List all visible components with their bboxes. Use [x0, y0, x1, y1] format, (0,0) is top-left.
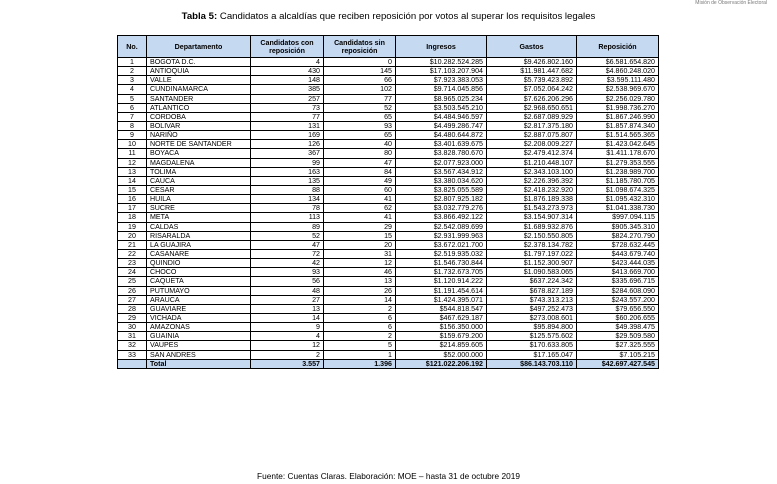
- cell-sin-reposicion: 20: [324, 240, 396, 249]
- table-row: [118, 121, 659, 130]
- cell-reposicion: $1.998.736.270: [577, 103, 659, 112]
- cell-con-reposicion: 4: [251, 58, 324, 67]
- table-row: [118, 204, 659, 213]
- cell-ingresos: $4.480.644.872: [396, 131, 487, 140]
- cell-reposicion: $2.256.029.780: [577, 94, 659, 103]
- cell-departamento: MAGDALENA: [147, 158, 251, 167]
- cell-gastos: $1.210.448.107: [487, 158, 577, 167]
- cell-con-reposicion: 13: [251, 304, 324, 313]
- cell-gastos: $17.165.047: [487, 350, 577, 359]
- cell-sin-reposicion: 65: [324, 131, 396, 140]
- column-header-ingresos: Ingresos: [396, 36, 487, 58]
- total-cell-reposicion: $42.697.427.545: [577, 359, 659, 368]
- cell-gastos: $1.543.273.973: [487, 204, 577, 213]
- cell-gastos: $170.633.805: [487, 341, 577, 350]
- cell-sin-reposicion: 62: [324, 204, 396, 213]
- table-title-text: Candidatos a alcaldías que reciben reposición por votos al superar los requisitos legales: [217, 11, 596, 22]
- cell-departamento: ATLANTICO: [147, 103, 251, 112]
- cell-ingresos: $3.380.034.620: [396, 176, 487, 185]
- cell-con-reposicion: 77: [251, 112, 324, 121]
- cell-sin-reposicion: 145: [324, 67, 396, 76]
- column-header-con-reposicion: Candidatos con reposición: [251, 36, 324, 58]
- cell-no: 19: [118, 222, 147, 231]
- cell-ingresos: $17.103.207.904: [396, 67, 487, 76]
- cell-sin-reposicion: 46: [324, 268, 396, 277]
- cell-reposicion: $423.444.035: [577, 259, 659, 268]
- cell-sin-reposicion: 47: [324, 158, 396, 167]
- cell-no: 24: [118, 268, 147, 277]
- table-title-label: Tabla 5:: [181, 11, 218, 22]
- cell-con-reposicion: 47: [251, 240, 324, 249]
- cell-no: 26: [118, 286, 147, 295]
- cell-gastos: $5.739.423.892: [487, 76, 577, 85]
- cell-no: 31: [118, 332, 147, 341]
- cell-ingresos: $8.965.025.234: [396, 94, 487, 103]
- cell-con-reposicion: 113: [251, 213, 324, 222]
- cell-departamento: HUILA: [147, 195, 251, 204]
- table-row: [118, 259, 659, 268]
- cell-reposicion: $79.656.550: [577, 304, 659, 313]
- cell-no: 17: [118, 204, 147, 213]
- cell-sin-reposicion: 66: [324, 76, 396, 85]
- cell-ingresos: $52.000.000: [396, 350, 487, 359]
- cell-con-reposicion: 9: [251, 323, 324, 332]
- cell-sin-reposicion: 15: [324, 231, 396, 240]
- cell-no: 32: [118, 341, 147, 350]
- cell-gastos: $273.008.601: [487, 313, 577, 322]
- cell-gastos: $637.224.342: [487, 277, 577, 286]
- cell-ingresos: $3.828.780.670: [396, 149, 487, 158]
- cell-con-reposicion: 42: [251, 259, 324, 268]
- cell-con-reposicion: 12: [251, 341, 324, 350]
- cell-departamento: AMAZONAS: [147, 323, 251, 332]
- table-row: [118, 94, 659, 103]
- cell-reposicion: $1.095.432.310: [577, 195, 659, 204]
- cell-gastos: $743.313.213: [487, 295, 577, 304]
- cell-sin-reposicion: 5: [324, 341, 396, 350]
- cell-gastos: $2.208.009.227: [487, 140, 577, 149]
- cell-departamento: BOLIVAR: [147, 121, 251, 130]
- cell-ingresos: $3.825.055.589: [396, 185, 487, 194]
- cell-reposicion: $243.557.200: [577, 295, 659, 304]
- cell-gastos: $2.226.396.392: [487, 176, 577, 185]
- cell-con-reposicion: 72: [251, 249, 324, 258]
- cell-no: 30: [118, 323, 147, 332]
- cell-gastos: $1.876.189.338: [487, 195, 577, 204]
- cell-departamento: BOGOTA D.C.: [147, 58, 251, 67]
- total-label: Total: [147, 359, 251, 368]
- cell-gastos: $678.827.189: [487, 286, 577, 295]
- cell-ingresos: $4.499.286.747: [396, 121, 487, 130]
- cell-no: 22: [118, 249, 147, 258]
- table-row: [118, 158, 659, 167]
- cell-sin-reposicion: 6: [324, 323, 396, 332]
- cell-reposicion: $60.206.655: [577, 313, 659, 322]
- cell-no: 28: [118, 304, 147, 313]
- table-row: [118, 332, 659, 341]
- cell-no: 7: [118, 112, 147, 121]
- cell-con-reposicion: 126: [251, 140, 324, 149]
- table-row: [118, 304, 659, 313]
- cell-ingresos: $3.567.434.912: [396, 167, 487, 176]
- cell-no: 23: [118, 259, 147, 268]
- cell-departamento: GUAINIA: [147, 332, 251, 341]
- cell-reposicion: $1.041.338.730: [577, 204, 659, 213]
- cell-ingresos: $7.923.383.053: [396, 76, 487, 85]
- cell-departamento: SUCRE: [147, 204, 251, 213]
- cell-departamento: CAQUETA: [147, 277, 251, 286]
- cell-no: 13: [118, 167, 147, 176]
- total-cell-sin-reposicion: 1.396: [324, 359, 396, 368]
- column-header-gastos: Gastos: [487, 36, 577, 58]
- cell-departamento: CESAR: [147, 185, 251, 194]
- table-row: [118, 323, 659, 332]
- cell-reposicion: $4.860.248.020: [577, 67, 659, 76]
- cell-gastos: $2.150.550.805: [487, 231, 577, 240]
- table-header-row: [118, 36, 659, 58]
- cell-con-reposicion: 134: [251, 195, 324, 204]
- cell-gastos: $2.343.103.100: [487, 167, 577, 176]
- table-title: [0, 11, 777, 22]
- cell-reposicion: $49.398.475: [577, 323, 659, 332]
- cell-ingresos: $2.931.999.963: [396, 231, 487, 240]
- cell-con-reposicion: 148: [251, 76, 324, 85]
- cell-reposicion: $1.185.780.705: [577, 176, 659, 185]
- cell-gastos: $11.981.447.682: [487, 67, 577, 76]
- cell-gastos: $9.426.802.160: [487, 58, 577, 67]
- cell-con-reposicion: 4: [251, 332, 324, 341]
- table-row: [118, 240, 659, 249]
- cell-departamento: TOLIMA: [147, 167, 251, 176]
- cell-departamento: LA GUAJIRA: [147, 240, 251, 249]
- table-row: [118, 313, 659, 322]
- cell-departamento: CASANARE: [147, 249, 251, 258]
- cell-departamento: ANTIOQUIA: [147, 67, 251, 76]
- cell-sin-reposicion: 0: [324, 58, 396, 67]
- cell-gastos: $2.968.650.651: [487, 103, 577, 112]
- cell-reposicion: $728.632.445: [577, 240, 659, 249]
- cell-ingresos: $3.032.779.276: [396, 204, 487, 213]
- column-header-no: No.: [118, 36, 147, 58]
- table-row: [118, 213, 659, 222]
- cell-no: 11: [118, 149, 147, 158]
- cell-reposicion: $1.857.874.340: [577, 121, 659, 130]
- total-cell-gastos: $86.143.703.110: [487, 359, 577, 368]
- cell-departamento: SANTANDER: [147, 94, 251, 103]
- cell-sin-reposicion: 6: [324, 313, 396, 322]
- cell-con-reposicion: 367: [251, 149, 324, 158]
- cell-departamento: CHOCO: [147, 268, 251, 277]
- cell-gastos: $95.894.800: [487, 323, 577, 332]
- cell-sin-reposicion: 52: [324, 103, 396, 112]
- cell-reposicion: $6.581.654.820: [577, 58, 659, 67]
- table-row: [118, 185, 659, 194]
- cell-no: 12: [118, 158, 147, 167]
- cell-reposicion: $29.509.580: [577, 332, 659, 341]
- cell-reposicion: $905.345.310: [577, 222, 659, 231]
- cell-sin-reposicion: 29: [324, 222, 396, 231]
- cell-reposicion: $335.696.715: [577, 277, 659, 286]
- cell-sin-reposicion: 31: [324, 249, 396, 258]
- table-row: [118, 112, 659, 121]
- cell-no: 10: [118, 140, 147, 149]
- cell-sin-reposicion: 13: [324, 277, 396, 286]
- cell-departamento: RISARALDA: [147, 231, 251, 240]
- cell-ingresos: $1.546.730.844: [396, 259, 487, 268]
- cell-sin-reposicion: 40: [324, 140, 396, 149]
- cell-no: 3: [118, 76, 147, 85]
- cell-no: 9: [118, 131, 147, 140]
- cell-sin-reposicion: 12: [324, 259, 396, 268]
- cell-gastos: $7.052.064.242: [487, 85, 577, 94]
- cell-gastos: $125.575.602: [487, 332, 577, 341]
- cell-no: 18: [118, 213, 147, 222]
- cell-no: 4: [118, 85, 147, 94]
- cell-gastos: $1.689.932.876: [487, 222, 577, 231]
- cell-gastos: $3.154.907.314: [487, 213, 577, 222]
- cell-gastos: $2.479.412.374: [487, 149, 577, 158]
- cell-gastos: $2.378.134.782: [487, 240, 577, 249]
- table-row: [118, 131, 659, 140]
- cell-sin-reposicion: 26: [324, 286, 396, 295]
- cell-gastos: $1.090.583.065: [487, 268, 577, 277]
- cell-con-reposicion: 52: [251, 231, 324, 240]
- cell-sin-reposicion: 77: [324, 94, 396, 103]
- cell-gastos: $1.152.300.907: [487, 259, 577, 268]
- cell-ingresos: $9.714.045.856: [396, 85, 487, 94]
- table-row: [118, 231, 659, 240]
- cell-departamento: VAUPES: [147, 341, 251, 350]
- table-row: [118, 85, 659, 94]
- cell-ingresos: $1.424.395.071: [396, 295, 487, 304]
- table-row: [118, 277, 659, 286]
- table-row: [118, 268, 659, 277]
- cell-sin-reposicion: 1: [324, 350, 396, 359]
- cell-reposicion: $1.423.042.645: [577, 140, 659, 149]
- cell-con-reposicion: 257: [251, 94, 324, 103]
- cell-departamento: NORTE DE SANTANDER: [147, 140, 251, 149]
- cell-con-reposicion: 88: [251, 185, 324, 194]
- total-row: [118, 359, 659, 368]
- cell-ingresos: $3.672.021.700: [396, 240, 487, 249]
- cell-no: 5: [118, 94, 147, 103]
- cell-departamento: CALDAS: [147, 222, 251, 231]
- cell-con-reposicion: 131: [251, 121, 324, 130]
- cell-sin-reposicion: 102: [324, 85, 396, 94]
- cell-reposicion: $1.238.989.700: [577, 167, 659, 176]
- cell-no: 15: [118, 185, 147, 194]
- table-row: [118, 58, 659, 67]
- cell-gastos: $7.626.206.296: [487, 94, 577, 103]
- cell-ingresos: $2.077.923.000: [396, 158, 487, 167]
- cell-reposicion: $2.538.969.670: [577, 85, 659, 94]
- cell-reposicion: $413.669.700: [577, 268, 659, 277]
- cell-sin-reposicion: 41: [324, 195, 396, 204]
- cell-gastos: $2.887.075.807: [487, 131, 577, 140]
- cell-ingresos: $1.732.673.705: [396, 268, 487, 277]
- cell-ingresos: $10.282.524.285: [396, 58, 487, 67]
- cell-ingresos: $2.519.935.032: [396, 249, 487, 258]
- cell-con-reposicion: 2: [251, 350, 324, 359]
- table-row: [118, 295, 659, 304]
- cell-ingresos: $1.120.914.222: [396, 277, 487, 286]
- cell-no: 6: [118, 103, 147, 112]
- cell-gastos: $2.418.232.920: [487, 185, 577, 194]
- watermark-text: Misión de Observación Electoral: [695, 0, 767, 6]
- cell-reposicion: $1.098.674.325: [577, 185, 659, 194]
- cell-con-reposicion: 169: [251, 131, 324, 140]
- table-row: [118, 222, 659, 231]
- cell-gastos: $1.797.197.022: [487, 249, 577, 258]
- cell-departamento: QUINDIO: [147, 259, 251, 268]
- cell-ingresos: $544.818.547: [396, 304, 487, 313]
- cell-ingresos: $1.191.454.614: [396, 286, 487, 295]
- cell-no: 14: [118, 176, 147, 185]
- column-header-sin-reposicion: Candidatos sin reposición: [324, 36, 396, 58]
- cell-con-reposicion: 73: [251, 103, 324, 112]
- cell-departamento: ARAUCA: [147, 295, 251, 304]
- table-row: [118, 140, 659, 149]
- table-row: [118, 176, 659, 185]
- cell-reposicion: $3.595.111.480: [577, 76, 659, 85]
- cell-con-reposicion: 89: [251, 222, 324, 231]
- cell-departamento: CORDOBA: [147, 112, 251, 121]
- cell-departamento: PUTUMAYO: [147, 286, 251, 295]
- table-row: [118, 167, 659, 176]
- cell-reposicion: $824.270.790: [577, 231, 659, 240]
- table-body: [118, 58, 659, 369]
- total-cell-no: [118, 359, 147, 368]
- cell-con-reposicion: 27: [251, 295, 324, 304]
- table-row: [118, 76, 659, 85]
- cell-no: 33: [118, 350, 147, 359]
- cell-departamento: VALLE: [147, 76, 251, 85]
- cell-reposicion: $443.679.740: [577, 249, 659, 258]
- cell-departamento: GUAVIARE: [147, 304, 251, 313]
- cell-no: 2: [118, 67, 147, 76]
- cell-departamento: SAN ANDRES: [147, 350, 251, 359]
- cell-ingresos: $3.503.545.210: [396, 103, 487, 112]
- cell-con-reposicion: 48: [251, 286, 324, 295]
- cell-sin-reposicion: 93: [324, 121, 396, 130]
- cell-sin-reposicion: 2: [324, 304, 396, 313]
- cell-ingresos: $3.866.492.122: [396, 213, 487, 222]
- cell-ingresos: $4.484.946.597: [396, 112, 487, 121]
- table-row: [118, 67, 659, 76]
- cell-sin-reposicion: 65: [324, 112, 396, 121]
- cell-ingresos: $2.807.925.182: [396, 195, 487, 204]
- cell-reposicion: $1.514.565.365: [577, 131, 659, 140]
- total-cell-ingresos: $121.022.206.192: [396, 359, 487, 368]
- table-row: [118, 149, 659, 158]
- cell-reposicion: $1.867.246.990: [577, 112, 659, 121]
- source-note: Fuente: Cuentas Claras. Elaboración: MOE – hasta 31 de octubre 2019: [257, 471, 520, 481]
- cell-reposicion: $1.411.178.670: [577, 149, 659, 158]
- table-row: [118, 341, 659, 350]
- cell-gastos: $2.817.375.180: [487, 121, 577, 130]
- table-row: [118, 350, 659, 359]
- cell-no: 25: [118, 277, 147, 286]
- cell-gastos: $497.252.473: [487, 304, 577, 313]
- cell-no: 1: [118, 58, 147, 67]
- cell-departamento: BOYACA: [147, 149, 251, 158]
- cell-con-reposicion: 385: [251, 85, 324, 94]
- cell-reposicion: $7.105.215: [577, 350, 659, 359]
- cell-con-reposicion: 135: [251, 176, 324, 185]
- cell-sin-reposicion: 2: [324, 332, 396, 341]
- cell-ingresos: $467.629.187: [396, 313, 487, 322]
- cell-no: 16: [118, 195, 147, 204]
- cell-no: 29: [118, 313, 147, 322]
- cell-no: 20: [118, 231, 147, 240]
- cell-reposicion: $997.094.115: [577, 213, 659, 222]
- cell-reposicion: $27.325.555: [577, 341, 659, 350]
- cell-con-reposicion: 78: [251, 204, 324, 213]
- table-row: [118, 286, 659, 295]
- cell-departamento: CUNDINAMARCA: [147, 85, 251, 94]
- cell-no: 27: [118, 295, 147, 304]
- cell-con-reposicion: 430: [251, 67, 324, 76]
- cell-con-reposicion: 14: [251, 313, 324, 322]
- table-row: [118, 103, 659, 112]
- column-header-departamento: Departamento: [147, 36, 251, 58]
- cell-no: 21: [118, 240, 147, 249]
- cell-ingresos: $2.542.089.699: [396, 222, 487, 231]
- cell-ingresos: $156.350.000: [396, 323, 487, 332]
- cell-sin-reposicion: 80: [324, 149, 396, 158]
- cell-sin-reposicion: 41: [324, 213, 396, 222]
- total-cell-con-reposicion: 3.557: [251, 359, 324, 368]
- data-table: [117, 35, 659, 369]
- cell-sin-reposicion: 49: [324, 176, 396, 185]
- cell-sin-reposicion: 60: [324, 185, 396, 194]
- cell-departamento: VICHADA: [147, 313, 251, 322]
- cell-departamento: NARIÑO: [147, 131, 251, 140]
- cell-reposicion: $1.279.353.555: [577, 158, 659, 167]
- cell-gastos: $2.687.089.929: [487, 112, 577, 121]
- cell-con-reposicion: 99: [251, 158, 324, 167]
- cell-ingresos: $159.679.200: [396, 332, 487, 341]
- cell-ingresos: $3.401.639.675: [396, 140, 487, 149]
- table-row: [118, 249, 659, 258]
- cell-con-reposicion: 163: [251, 167, 324, 176]
- cell-con-reposicion: 56: [251, 277, 324, 286]
- cell-no: 8: [118, 121, 147, 130]
- cell-reposicion: $284.608.090: [577, 286, 659, 295]
- cell-sin-reposicion: 84: [324, 167, 396, 176]
- cell-departamento: CAUCA: [147, 176, 251, 185]
- cell-ingresos: $214.859.605: [396, 341, 487, 350]
- cell-sin-reposicion: 14: [324, 295, 396, 304]
- table-row: [118, 195, 659, 204]
- cell-departamento: META: [147, 213, 251, 222]
- cell-con-reposicion: 93: [251, 268, 324, 277]
- column-header-reposicion: Reposición: [577, 36, 659, 58]
